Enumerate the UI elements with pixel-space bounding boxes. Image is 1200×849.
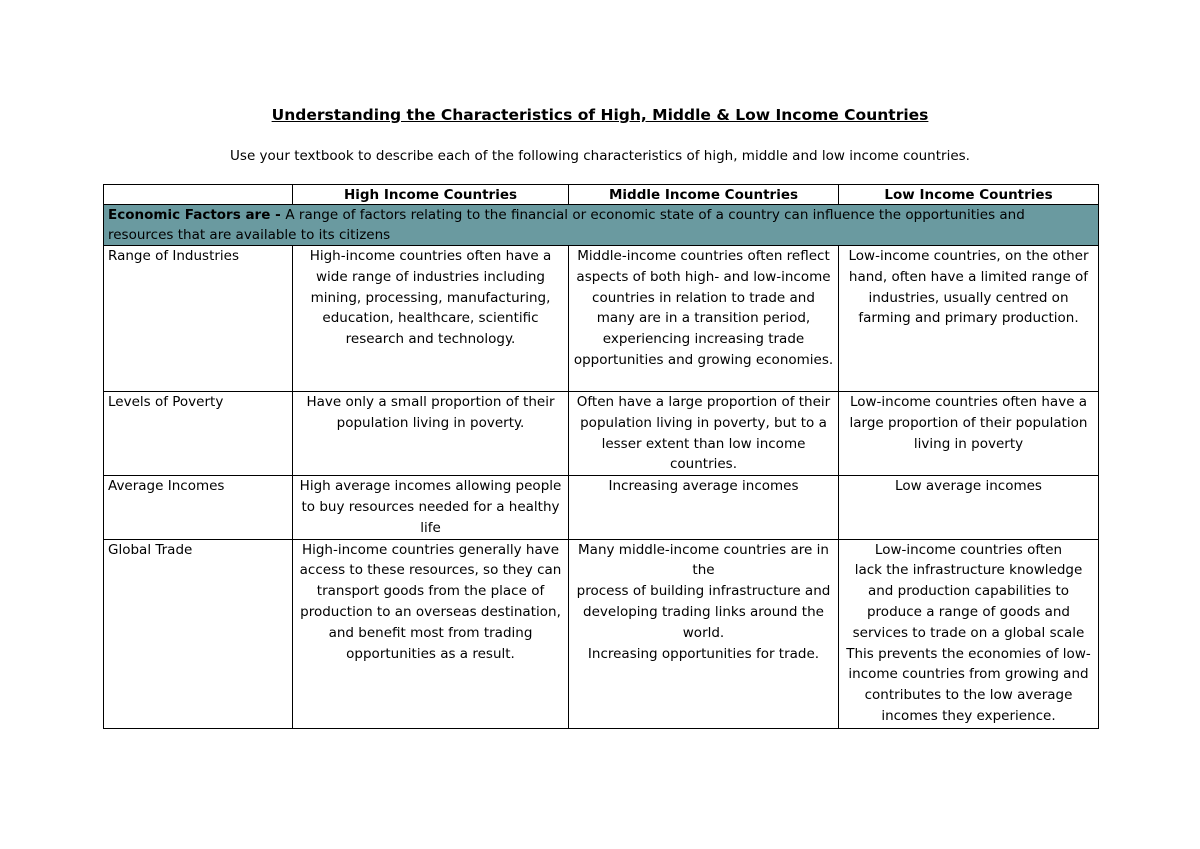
header-row	[104, 185, 1099, 205]
table-row	[104, 539, 1099, 728]
header-middle-income: Middle Income Countries	[569, 185, 839, 205]
row-label: Global Trade	[104, 539, 293, 728]
characteristics-table	[103, 184, 1099, 729]
cell-high: High-income countries generally have access to these resources, so they can transport goods from the place of production to an overseas destination, and benefit most from trading opportunities as a result.	[293, 539, 569, 728]
cell-high: Have only a small proportion of their population living in poverty.	[293, 392, 569, 476]
band-text: A range of factors relating to the financial or economic state of a country can influence the opportunities and resources that are available to its citizens	[108, 207, 1025, 243]
cell-low	[839, 539, 1099, 728]
cell-line: This prevents the economies of low-income countries from growing and contributes to the low average incomes they experience.	[846, 645, 1091, 724]
cell-line: Increasing opportunities for trade.	[587, 645, 820, 662]
cell-middle: Often have a large proportion of their population living in poverty, but to a lesser extent than low income countries.	[569, 392, 839, 476]
band-cell	[104, 205, 1099, 246]
instructions: Use your textbook to describe each of the following characteristics of high, middle and low income countries.	[230, 148, 970, 164]
header-blank	[104, 185, 293, 205]
row-label: Range of Industries	[104, 246, 293, 392]
header-low-income: Low Income Countries	[839, 185, 1099, 205]
cell-high: High average incomes allowing people to buy resources needed for a healthy life	[293, 476, 569, 539]
cell-middle: Middle-income countries often reflect aspects of both high- and low-income countries in relation to trade and many are in a transition period, experiencing increasing trade opportunities and growing economies.	[569, 246, 839, 392]
band-label: Economic Factors are -	[108, 207, 286, 223]
table-row	[104, 476, 1099, 539]
cell-high: High-income countries often have a wide range of industries including mining, processing, manufacturing, education, healthcare, scientific research and technology.	[293, 246, 569, 392]
cell-line: Many middle-income countries are in the	[578, 541, 829, 579]
cell-low: Low average incomes	[839, 476, 1099, 539]
cell-low: Low-income countries, on the other hand, often have a limited range of industries, usually centred on farming and primary production.	[839, 246, 1099, 392]
table-row	[104, 392, 1099, 476]
cell-middle: Increasing average incomes	[569, 476, 839, 539]
row-label: Levels of Poverty	[104, 392, 293, 476]
document-title: Understanding the Characteristics of High, Middle & Low Income Countries	[271, 106, 929, 124]
table-row	[104, 246, 1099, 392]
row-label: Average Incomes	[104, 476, 293, 539]
cell-line: process of building infrastructure and developing trading links around the world.	[576, 583, 831, 641]
header-high-income: High Income Countries	[293, 185, 569, 205]
cell-low: Low-income countries often have a large proportion of their population living in poverty	[839, 392, 1099, 476]
cell-middle	[569, 539, 839, 728]
cell-line: Low-income countries often	[874, 541, 1063, 558]
cell-line: lack the infrastructure knowledge and production capabilities to produce a range of goods and services to trade on a global scale	[852, 562, 1085, 641]
economic-factors-band	[104, 205, 1099, 246]
